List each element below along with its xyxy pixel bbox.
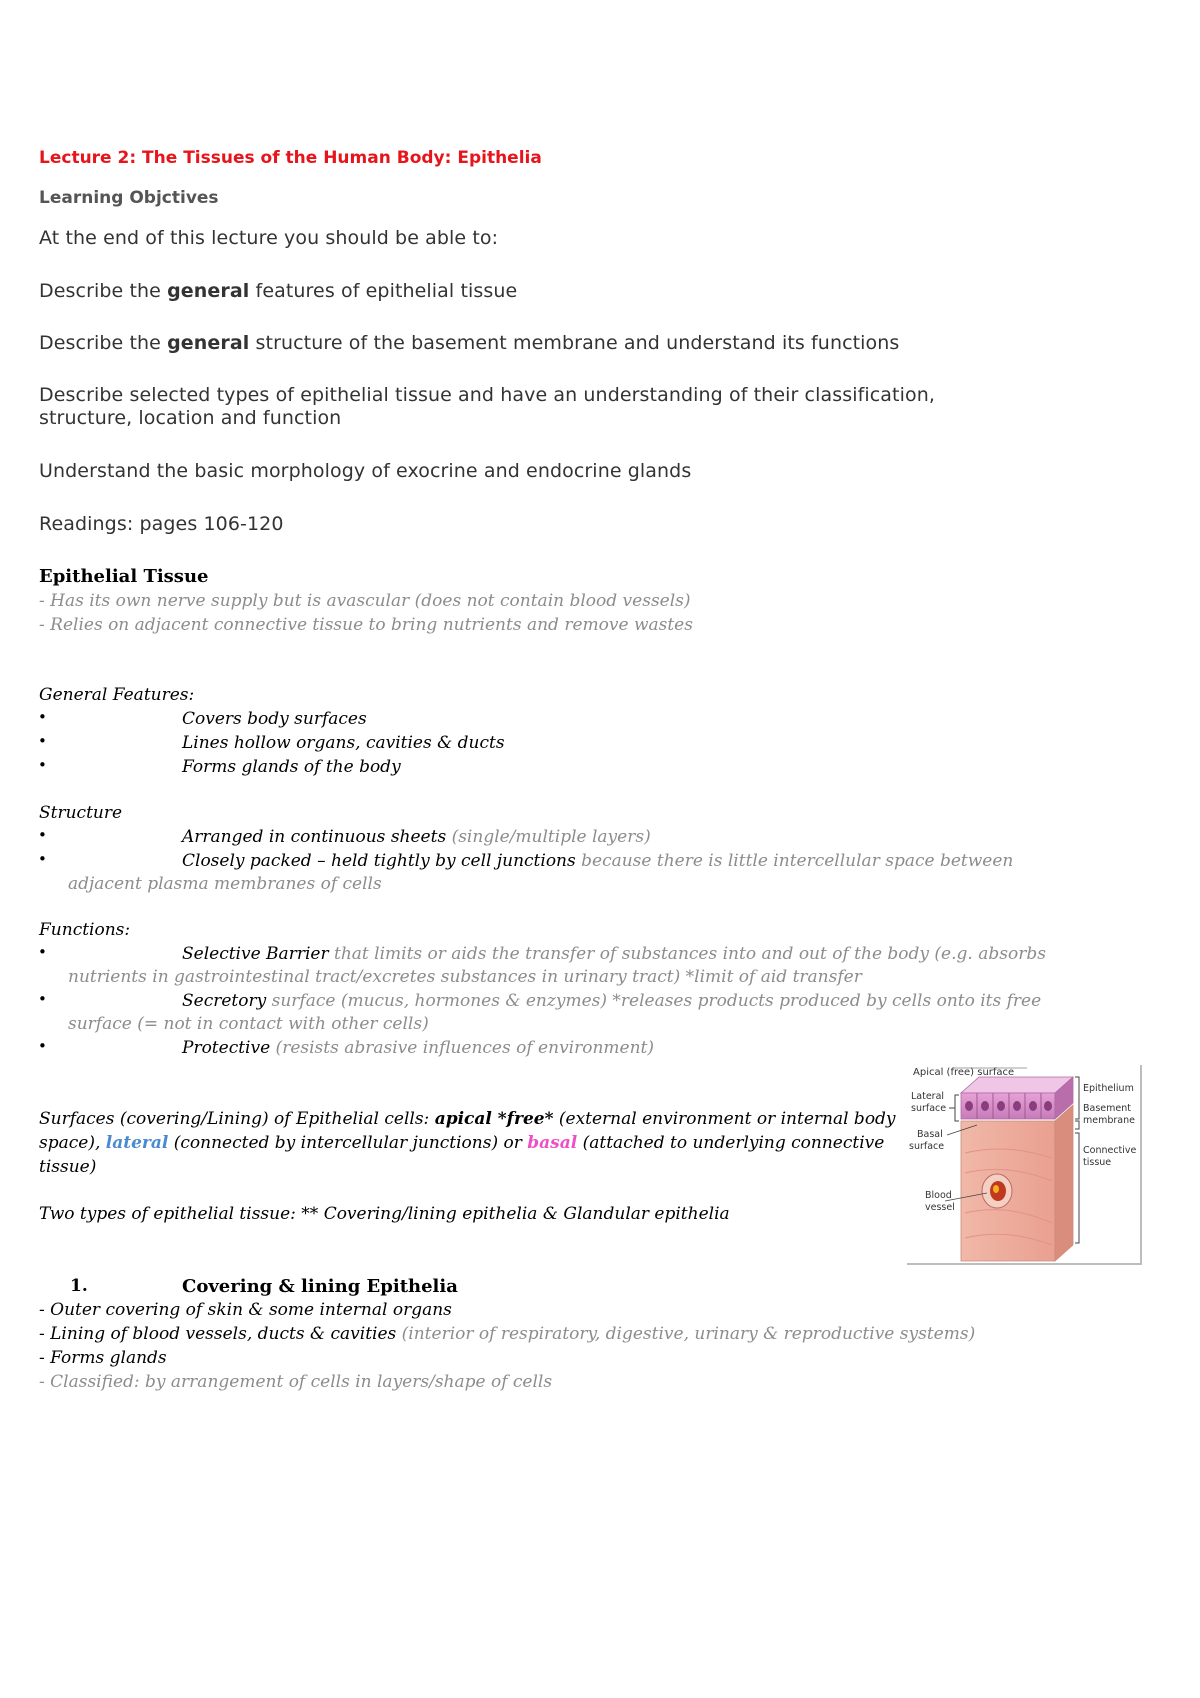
structure-item-1: Arranged in continuous sheets (single/multiple layers) — [182, 827, 651, 847]
structure-item-2-line2: adjacent plasma membranes of cells — [68, 874, 382, 894]
bullet: • — [38, 850, 47, 868]
objective-item-2: Describe the general structure of the basement membrane and understand its functions — [39, 332, 900, 354]
bullet: • — [38, 732, 47, 750]
epithelial-tissue-line-2: - Relies on adjacent connective tissue to bring nutrients and remove wastes — [39, 615, 693, 635]
readings: Readings: pages 106-120 — [39, 513, 284, 535]
surfaces-line-2: space), lateral (connected by intercellular junctions) or basal (attached to underlying connective — [39, 1133, 885, 1153]
objective-item-3-line2: structure, location and function — [39, 407, 342, 429]
bullet: • — [38, 826, 47, 844]
epithelial-tissue-heading: Epithelial Tissue — [39, 566, 209, 587]
covering-line-1: - Outer covering of skin & some internal organs — [39, 1300, 452, 1320]
bullet: • — [38, 708, 47, 726]
label-epithelium: Epithelium — [1083, 1083, 1134, 1094]
structure-heading: Structure — [39, 803, 123, 823]
general-feature-1: Covers body surfaces — [182, 709, 367, 729]
label-basal-2: surface — [909, 1141, 945, 1152]
structure-item-2: Closely packed – held tightly by cell junctions because there is little intercellular space between — [182, 851, 1014, 871]
general-features-heading: General Features: — [39, 685, 195, 705]
label-basement-1: Basement — [1083, 1103, 1131, 1114]
bullet: • — [38, 756, 47, 774]
objectives-intro: At the end of this lecture you should be able to: — [39, 227, 499, 249]
function-item-2-line2: surface (= not in contact with other cells) — [68, 1014, 429, 1034]
surfaces-line-3: tissue) — [39, 1157, 97, 1177]
objectives-heading: Learning Objctives — [39, 188, 219, 208]
covering-line-3: - Forms glands — [39, 1348, 167, 1368]
bullet: • — [38, 943, 47, 961]
lecture-title: Lecture 2: The Tissues of the Human Body: Epithelia — [39, 148, 542, 168]
label-connective-2: tissue — [1083, 1157, 1112, 1168]
label-basal-1: Basal — [917, 1129, 943, 1140]
function-item-2: Secretory surface (mucus, hormones & enzymes) *releases products produced by cells onto its free — [182, 991, 1042, 1011]
label-apical: Apical (free) surface — [913, 1067, 1015, 1078]
bullet: • — [38, 1037, 47, 1055]
two-types-text: Two types of epithelial tissue: ** Covering/lining epithelia & Glandular epithelia — [39, 1204, 730, 1224]
epithelium-diagram-svg — [907, 1063, 1142, 1265]
label-lateral-1: Lateral — [911, 1091, 945, 1102]
epithelial-tissue-line-1: - Has its own nerve supply but is avascular (does not contain blood vessels) — [39, 591, 691, 611]
objective-item-1: Describe the general features of epithelial tissue — [39, 280, 518, 302]
covering-line-2: - Lining of blood vessels, ducts & cavities (interior of respiratory, digestive, urinary & reproductive systems) — [39, 1324, 976, 1344]
label-blood-2: vessel — [925, 1202, 955, 1213]
label-lateral-2: surface — [911, 1103, 947, 1114]
general-feature-2: Lines hollow organs, cavities & ducts — [182, 733, 505, 753]
objective-item-4: Understand the basic morphology of exocrine and endocrine glands — [39, 460, 692, 482]
objective-item-3-line1: Describe selected types of epithelial tissue and have an understanding of their classification, — [39, 384, 935, 406]
function-item-1: Selective Barrier that limits or aids the transfer of substances into and out of the body (e.g. absorbs — [182, 944, 1046, 964]
functions-heading: Functions: — [39, 920, 131, 940]
surfaces-line-1: Surfaces (covering/Lining) of Epithelial cells: apical *free* (external environment or internal body — [39, 1109, 896, 1129]
section-number: 1. — [70, 1276, 88, 1296]
general-feature-3: Forms glands of the body — [182, 757, 401, 777]
epithelium-diagram — [907, 1063, 1142, 1265]
function-item-3: Protective (resists abrasive influences of environment) — [182, 1038, 655, 1058]
covering-line-4: - Classified: by arrangement of cells in layers/shape of cells — [39, 1372, 553, 1392]
label-connective-1: Connective — [1083, 1145, 1137, 1156]
covering-heading: Covering & lining Epithelia — [182, 1276, 458, 1297]
label-blood-1: Blood — [925, 1190, 952, 1201]
label-basement-2: membrane — [1083, 1115, 1135, 1126]
bullet: • — [38, 990, 47, 1008]
function-item-1-line2: nutrients in gastrointestinal tract/excretes substances in urinary tract) *limit of aid transfer — [68, 967, 862, 987]
